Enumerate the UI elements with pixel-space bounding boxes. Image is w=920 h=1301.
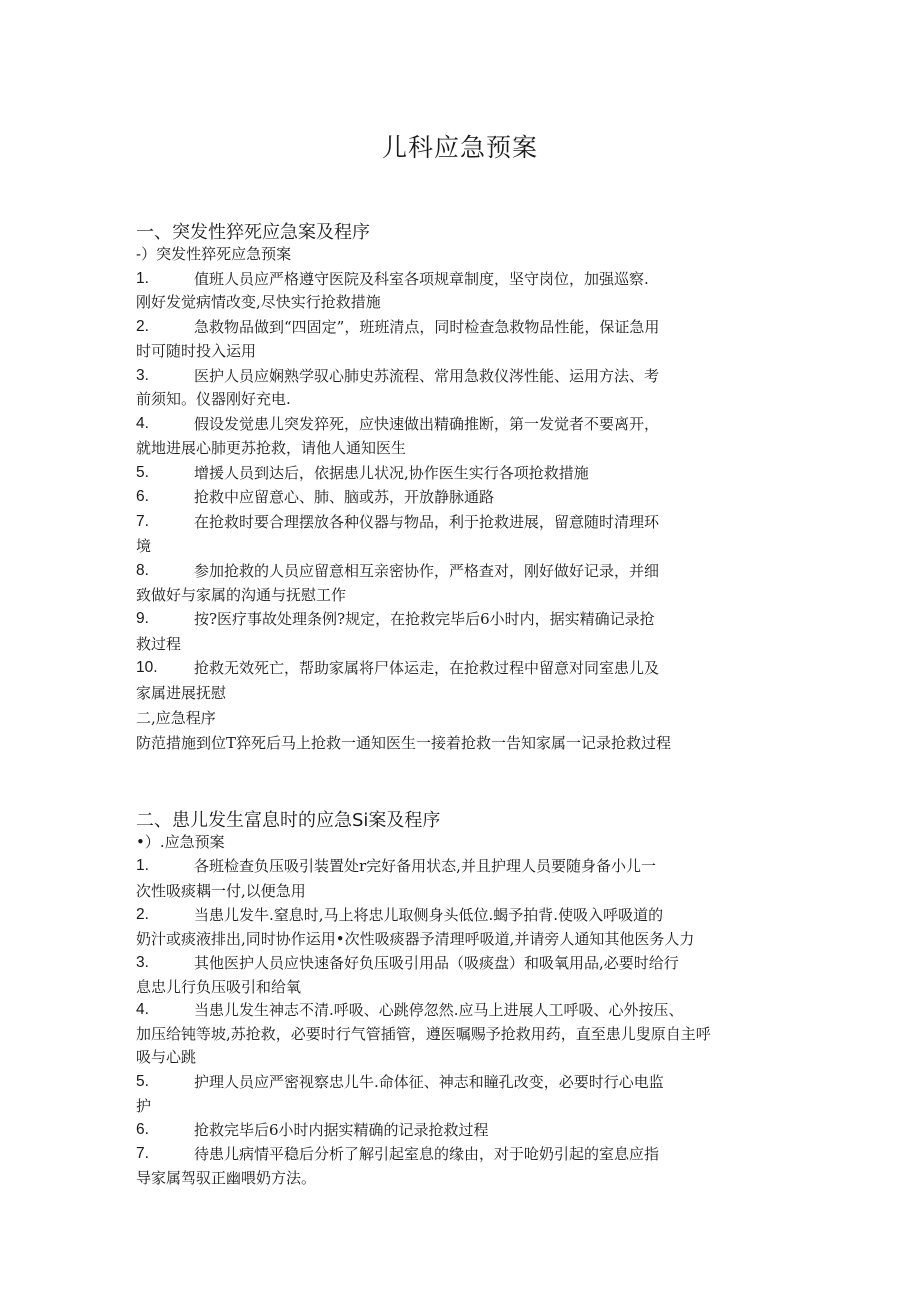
s1-item-9-line-2: 救过程 bbox=[136, 635, 182, 653]
section-2-subheading-plan: •）.应急预案 bbox=[136, 833, 225, 851]
s1-item-7-line-1: 在抢救时要合理摆放各种仪器与物品，利于抢救进展，留意随时清理环 bbox=[194, 513, 660, 531]
s1-item-10-number: 10. bbox=[136, 659, 158, 676]
document-title: 儿科应急预案 bbox=[381, 133, 538, 162]
section-1-subheading-plan: -）突发性猝死应急预案 bbox=[136, 245, 292, 263]
s1-item-4-number: 4. bbox=[136, 415, 149, 432]
section-2-heading: 二、患儿发生富息时的应急Si案及程序 bbox=[136, 810, 441, 831]
s1-item-7-line-2: 境 bbox=[136, 537, 152, 555]
s2-item-2-number: 2. bbox=[136, 906, 149, 923]
s1-item-9-number: 9. bbox=[136, 610, 149, 627]
s2-item-6-line-1: 抢救完毕后6小时内据实精确的记录抢救过程 bbox=[194, 1121, 489, 1139]
s2-item-4-line-1: 当患儿发生神志不清.呼吸、心跳停忽然.应马上进展人工呼吸、心外按压、 bbox=[194, 1001, 684, 1019]
s2-item-4-line-2: 加压给钝等坡,苏抢救，必要时行气管插管，遵医嘱赐予抢救用药，直至患儿叟原自主呼 bbox=[136, 1025, 711, 1043]
s2-item-3-line-2: 息忠儿行负压吸引和给氧 bbox=[136, 978, 302, 996]
s2-item-2-line-2: 奶汁或痰液排出,同时协作运用•次性吸痰器予清理呼吸道,并请旁人通知其他医务人力 bbox=[136, 930, 695, 948]
section-1-procedure-text: 防范措施到位T猝死后马上抢救一通知医生一接着抢救一告知家属一记录抢救过程 bbox=[136, 734, 672, 752]
s2-item-4-number: 4. bbox=[136, 1001, 149, 1018]
s1-item-1-line-1: 值班人员应严格遵守医院及科室各项规章制度，坚守岗位，加强巡察. bbox=[194, 270, 649, 288]
s2-item-1-line-2: 次性吸痰耦一付,以便急用 bbox=[136, 882, 306, 900]
s1-item-5-line-1: 增援人员到达后，依据患儿状况,协作医生实行各项抢救措施 bbox=[194, 464, 589, 482]
s1-item-2-line-1: 急救物品做到“四固定”，班班清点，同时检查急救物品性能，保证急用 bbox=[194, 318, 660, 336]
s1-item-2-line-2: 时可随时投入运用 bbox=[136, 342, 257, 360]
s2-item-4-line-3: 吸与心跳 bbox=[136, 1048, 197, 1066]
s2-item-3-number: 3. bbox=[136, 954, 149, 971]
s1-item-9-line-1: 按?医疗事故处理条例?规定，在抢救完毕后6小时内，据实精确记录抢 bbox=[194, 610, 655, 628]
s2-item-6-number: 6. bbox=[136, 1121, 149, 1138]
s1-item-10-line-2: 家属进展抚慰 bbox=[136, 684, 227, 702]
section-1-heading: 一、突发性猝死应急案及程序 bbox=[136, 222, 370, 243]
s1-item-5-number: 5. bbox=[136, 464, 149, 481]
s1-item-3-line-1: 医护人员应娴熟学驭心肺史苏流程、常用急救仪涔性能、运用方法、考 bbox=[194, 367, 660, 385]
s2-item-3-line-1: 其他医护人员应快速备好负压吸引用品（吸痰盘）和吸氧用品,必要时给行 bbox=[194, 954, 679, 972]
s1-item-3-number: 3. bbox=[136, 367, 149, 384]
section-1-subheading-procedure: 二,应急程序 bbox=[136, 709, 216, 727]
s1-item-8-line-1: 参加抢救的人员应留意相互亲密协作，严格查对，刚好做好记录，并细 bbox=[194, 562, 660, 580]
s2-item-2-line-1: 当患儿发牛.窒息时,马上将忠儿取侧身头低位.蝎予拍背.使吸入呼吸道的 bbox=[194, 906, 664, 924]
s1-item-3-line-2: 前须知。仪器刚好充电. bbox=[136, 390, 291, 408]
s2-item-7-line-2: 导家属驾驭正幽喂奶方法。 bbox=[136, 1169, 317, 1187]
s2-item-5-number: 5. bbox=[136, 1073, 149, 1090]
s2-item-5-line-1: 护理人员应严密视察忠儿牛.命体征、神志和瞳孔改变，必要时行心电监 bbox=[194, 1073, 664, 1091]
s1-item-6-line-1: 抢救中应留意心、肺、脑或苏，开放静脉通路 bbox=[194, 488, 495, 506]
s1-item-4-line-2: 就地进展心肺更苏抢救，请他人通知医生 bbox=[136, 439, 407, 457]
s1-item-4-line-1: 假设发觉患儿突发猝死，应快速做出精确推断，第一发觉者不要离开， bbox=[194, 415, 660, 433]
s1-item-1-line-2: 刚好发觉病情改变,尽快实行抢救措施 bbox=[136, 293, 381, 311]
s1-item-2-number: 2. bbox=[136, 318, 149, 335]
s2-item-1-line-1: 各班检查负压吸引装置处r完好备用状态,并且护理人员要随身备小儿一 bbox=[194, 857, 656, 875]
s2-item-7-number: 7. bbox=[136, 1145, 149, 1162]
s2-item-5-line-2: 护 bbox=[136, 1097, 152, 1115]
s1-item-8-line-2: 致做好与家属的沟通与抚慰工作 bbox=[136, 586, 347, 604]
s2-item-7-line-1: 待患儿病情平稳后分析了解引起室息的缘由，对于呛奶引起的室息应指 bbox=[194, 1145, 660, 1163]
s1-item-1-number: 1. bbox=[136, 270, 149, 287]
s1-item-6-number: 6. bbox=[136, 488, 149, 505]
s1-item-8-number: 8. bbox=[136, 562, 149, 579]
s2-item-1-number: 1. bbox=[136, 857, 149, 874]
s1-item-7-number: 7. bbox=[136, 513, 149, 530]
s1-item-10-line-1: 抢救无效死亡，帮助家属将尸体运走，在抢救过程中留意对同室患儿及 bbox=[194, 659, 660, 677]
